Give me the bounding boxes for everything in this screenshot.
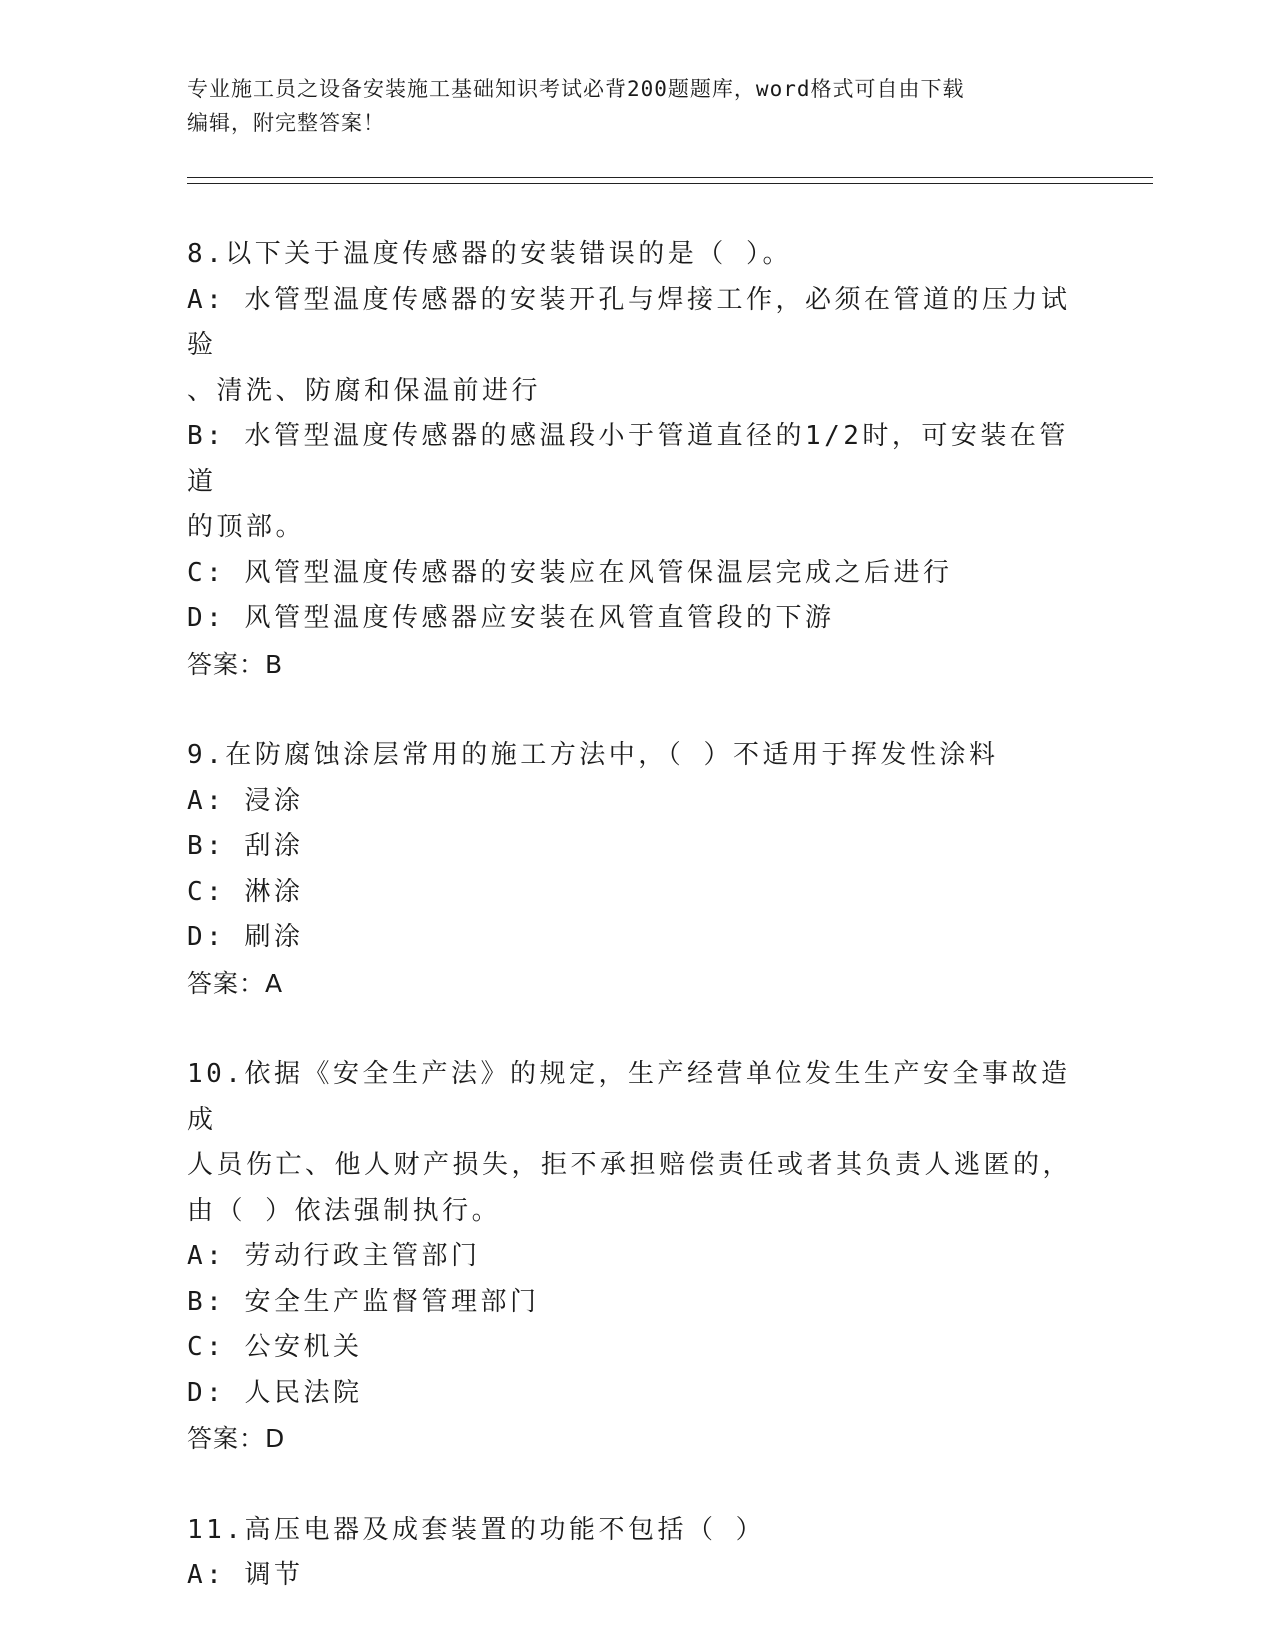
header-divider-bottom <box>187 183 1153 184</box>
answer-label: 答案：B <box>187 649 284 679</box>
question-11 <box>187 1508 1087 1599</box>
option-b: B: 水管型温度传感器的感温段小于管道直径的1/2时，可安装在管道 <box>187 421 1069 497</box>
option-b: B: 安全生产监督管理部门 <box>187 1286 540 1317</box>
option-c: C: 淋涂 <box>187 876 304 907</box>
header-title-line-1: 专业施工员之设备安装施工基础知识考试必背200题题库，word格式可自由下载 <box>187 77 965 101</box>
option-a-continued: 、清洗、防腐和保温前进行 <box>187 375 542 406</box>
option-a: A: 劳动行政主管部门 <box>187 1241 481 1271</box>
answer-label: 答案：D <box>187 1424 286 1453</box>
question-9 <box>187 733 1087 1006</box>
option-d: D: 刷涂 <box>187 922 304 952</box>
option-a: A: 调节 <box>187 1560 304 1590</box>
option-c: C: 风管型温度传感器的安装应在风管保温层完成之后进行 <box>187 557 953 588</box>
question-stem-line-1: 10.依据《安全生产法》的规定，生产经营单位发生生产安全事故造成 <box>187 1059 1071 1135</box>
option-d: D: 风管型温度传感器应安装在风管直管段的下游 <box>187 603 835 633</box>
option-a: A: 水管型温度传感器的安装开孔与焊接工作，必须在管道的压力试验 <box>187 284 1071 360</box>
question-stem: 8.以下关于温度传感器的安装错误的是（ ）。 <box>187 239 792 269</box>
question-10 <box>187 1052 1087 1462</box>
answer-label: 答案：A <box>187 968 284 998</box>
question-stem: 11.高压电器及成套装置的功能不包括（ ） <box>187 1514 766 1545</box>
question-list <box>187 232 1087 1645</box>
question-stem-line-2: 人员伤亡、他人财产损失，拒不承担赔偿责任或者其负责人逃匿的， <box>187 1150 1073 1180</box>
document-header <box>187 72 1067 140</box>
option-b-continued: 的顶部。 <box>187 512 306 542</box>
question-stem-line-3: 由（ ）依法强制执行。 <box>187 1195 502 1226</box>
header-divider-top <box>187 177 1153 178</box>
question-stem: 9.在防腐蚀涂层常用的施工方法中，（ ）不适用于挥发性涂料 <box>187 740 999 770</box>
option-a: A: 浸涂 <box>187 785 304 816</box>
header-title-line-2: 编辑，附完整答案！ <box>187 111 385 135</box>
option-b: B: 刮涂 <box>187 831 304 861</box>
option-c: C: 公安机关 <box>187 1332 363 1362</box>
option-d: D: 人民法院 <box>187 1377 363 1408</box>
question-8 <box>187 232 1087 687</box>
